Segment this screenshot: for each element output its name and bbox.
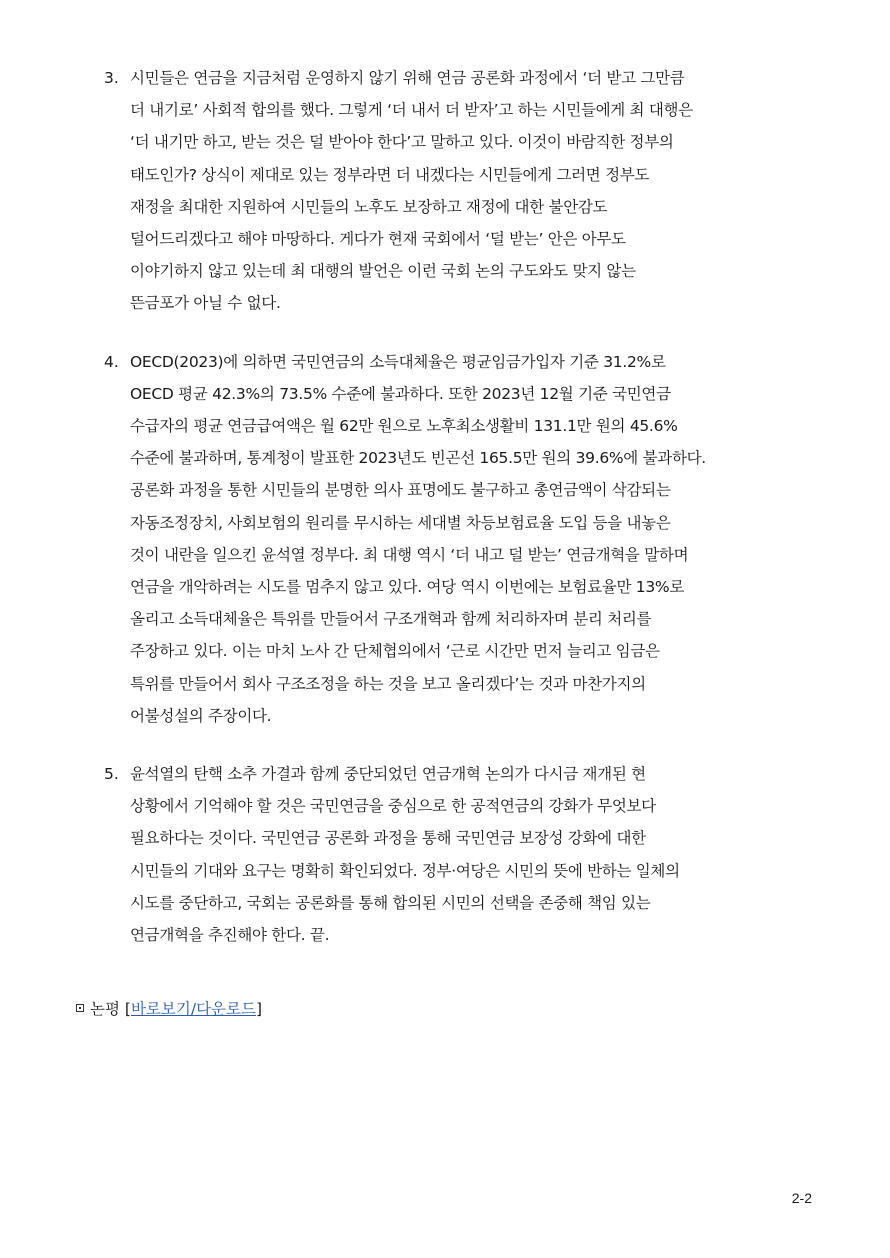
bracket-open: [ (124, 1000, 131, 1018)
list-item-number: 4. (104, 352, 119, 371)
paragraph-line: 이야기하지 않고 있는데 최 대행의 발언은 이런 국회 논의 구도와도 맞지 않는 (130, 262, 636, 281)
review-label: 논평 (90, 1000, 120, 1018)
review-link-row (76, 996, 262, 1022)
paragraph-line: 수준에 불과하며, 통계청이 발표한 2023년도 빈곤선 165.5만 원의 39.6%에 불과하다. (130, 449, 706, 468)
paragraph-line: 상황에서 기억해야 할 것은 국민연금을 중심으로 한 공적연금의 강화가 무엇보다 (130, 797, 656, 816)
paragraph-line: 특위를 만들어서 회사 구조조정을 하는 것을 보고 올리겠다’는 것과 마찬가지의 (130, 674, 646, 693)
bracket-close: ] (255, 1000, 263, 1018)
paragraph-line: 올리고 소득대체율은 특위를 만들어서 구조개혁과 함께 처리하자며 분리 처리를 (130, 610, 652, 629)
list-item (104, 62, 816, 320)
paragraph-line: 공론화 과정을 통한 시민들의 분명한 의사 표명에도 불구하고 총연금액이 삭감되는 (130, 481, 671, 500)
paragraph-line: 자동조정장치, 사회보험의 원리를 무시하는 세대별 차등보험료율 도입 등을 내놓은 (130, 513, 671, 532)
list-item (104, 758, 816, 951)
page-number: 2-2 (791, 1190, 812, 1206)
paragraph-line: 시민들의 기대와 요구는 명확히 확인되었다. 정부·여당은 시민의 뜻에 반하는 일체의 (130, 861, 680, 880)
paragraph-line: 것이 내란을 일으킨 윤석열 정부다. 최 대행 역시 ‘더 내고 덜 받는’ 연금개혁을 말하며 (130, 545, 689, 564)
paragraph-line: 덜어드리겠다고 해야 마땅하다. 게다가 현재 국회에서 ‘덜 받는’ 안은 아무도 (130, 230, 626, 249)
paragraph-line: 연금개혁을 추진해야 한다. 끝. (130, 926, 330, 945)
numbered-list (104, 62, 816, 977)
paragraph-line: 더 내기로’ 사회적 합의를 했다. 그렇게 ‘더 내서 더 받자’고 하는 시민들에게 최 대행은 (130, 101, 693, 120)
list-item (104, 346, 816, 732)
square-bullet-icon (76, 1004, 84, 1012)
paragraph-line: ‘더 내기만 하고, 받는 것은 덜 받아야 한다’고 말하고 있다. 이것이 바람직한 정부의 (130, 133, 674, 152)
paragraph-line: 시도를 중단하고, 국회는 공론화를 통해 합의된 시민의 선택을 존중해 책임 있는 (130, 893, 651, 912)
paragraph-line: 주장하고 있다. 이는 마치 노사 간 단체협의에서 ‘근로 시간만 먼저 늘리고 임금은 (130, 642, 660, 661)
paragraph-line: 뜬금포가 아닐 수 없다. (130, 294, 281, 313)
paragraph-line: 수급자의 평균 연금급여액은 월 62만 원으로 노후최소생활비 131.1만 원의 45.6% (130, 417, 678, 436)
view-download-link[interactable]: 바로보기/다운로드 (130, 1000, 256, 1018)
paragraph-line: 필요하다는 것이다. 국민연금 공론화 과정을 통해 국민연금 보장성 강화에 대한 (130, 829, 646, 848)
paragraph-line: 연금을 개악하려는 시도를 멈추지 않고 있다. 여당 역시 이번에는 보험료율만 13%로 (130, 578, 684, 597)
paragraph-line: 윤석열의 탄핵 소추 가결과 함께 중단되었던 연금개혁 논의가 다시금 재개된 현 (130, 765, 646, 784)
paragraph-line: 어불성설의 주장이다. (130, 706, 272, 725)
paragraph-line: OECD 평균 42.3%의 73.5% 수준에 불과하다. 또한 2023년 12월 기준 국민연금 (130, 384, 671, 403)
paragraph-line: 시민들은 연금을 지금처럼 운영하지 않기 위해 연금 공론화 과정에서 ‘더 받고 그만큼 (130, 69, 685, 87)
paragraph-line: OECD(2023)에 의하면 국민연금의 소득대체율은 평균임금가입자 기준 31.2%로 (130, 352, 666, 371)
list-item-number: 5. (104, 765, 119, 784)
paragraph-line: 재정을 최대한 지원하여 시민들의 노후도 보장하고 재정에 대한 불안감도 (130, 197, 608, 216)
list-item-number: 3. (104, 69, 119, 87)
paragraph-line: 태도인가? 상식이 제대로 있는 정부라면 더 내겠다는 시민들에게 그러면 정부도 (130, 165, 650, 184)
